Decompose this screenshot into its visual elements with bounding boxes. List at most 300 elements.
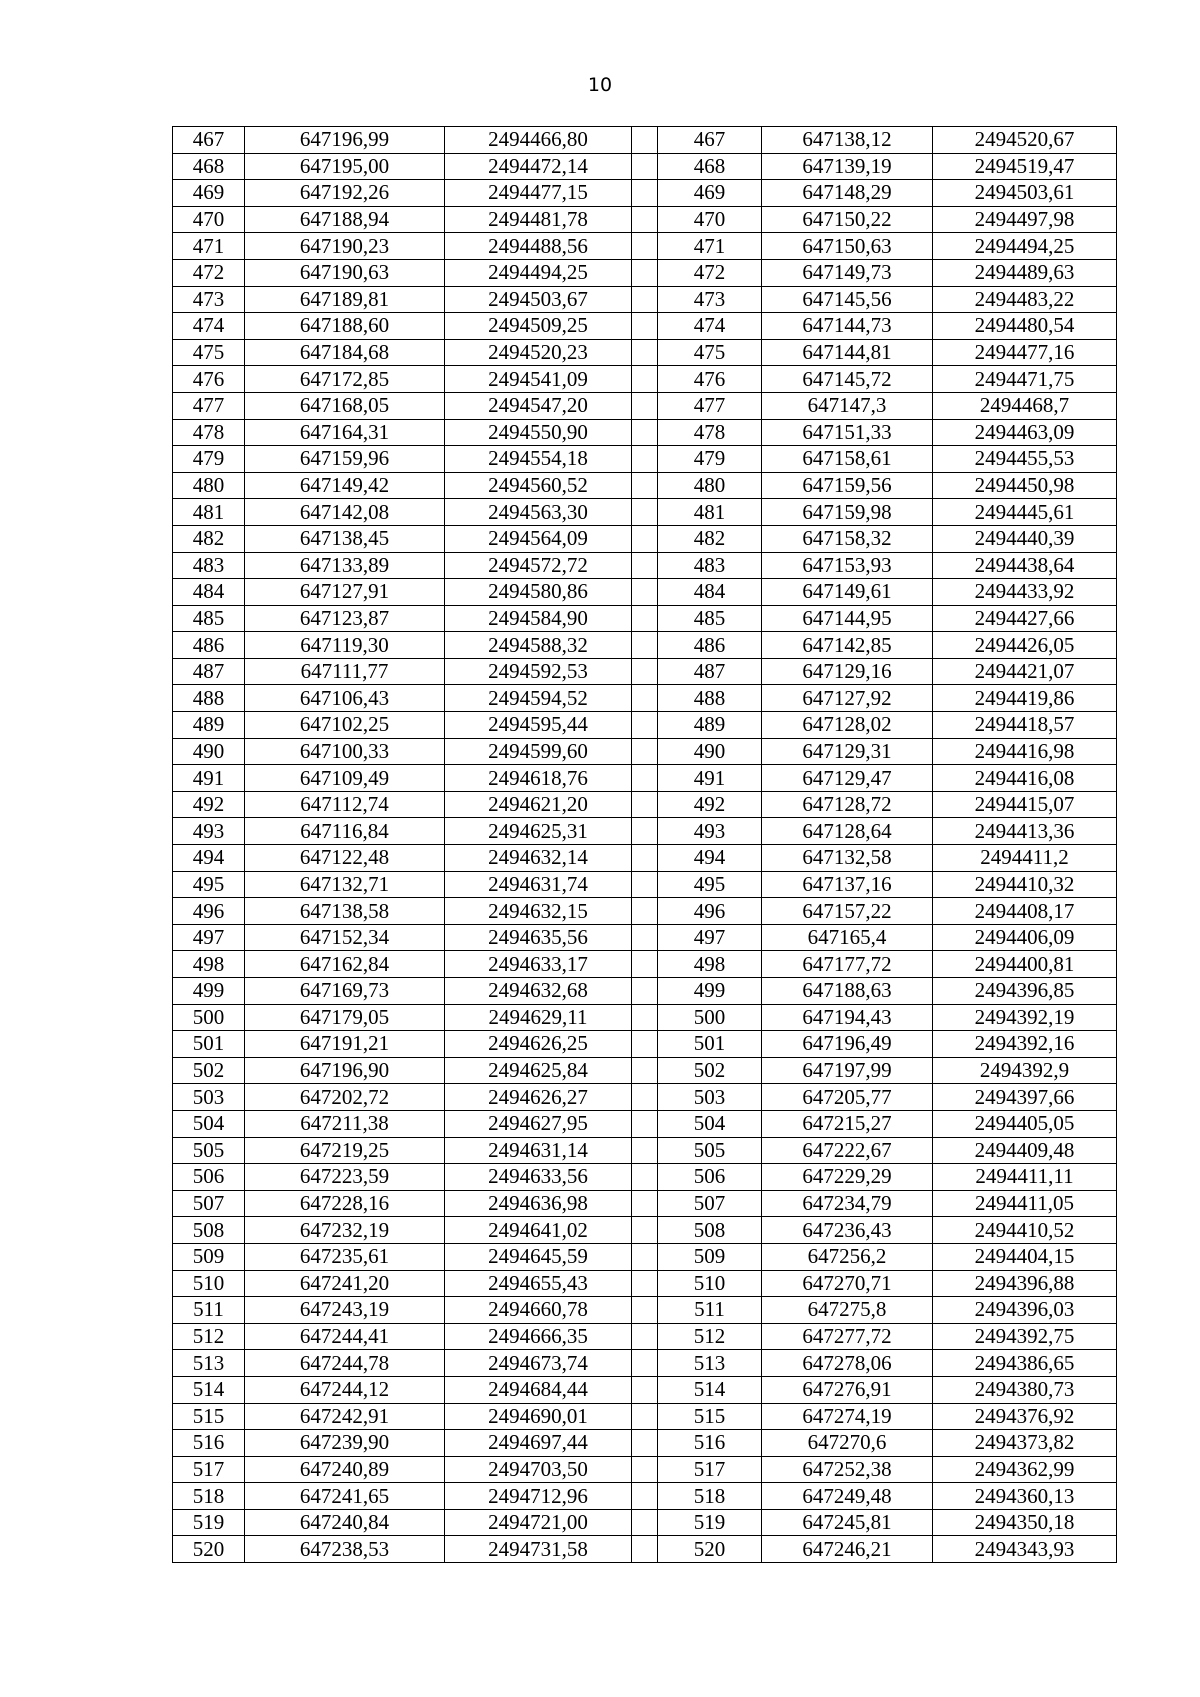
- right-point-number-cell: 513: [658, 1350, 762, 1377]
- left-point-number-cell: 489: [173, 712, 245, 739]
- right-x-coordinate-cell: 647246,21: [762, 1536, 933, 1563]
- left-y-coordinate-cell: 2494629,11: [445, 1004, 632, 1031]
- table-row: [173, 1217, 1117, 1244]
- right-y-coordinate-cell: 2494406,09: [933, 924, 1117, 951]
- left-point-number-cell: 499: [173, 978, 245, 1005]
- left-y-coordinate-cell: 2494592,53: [445, 658, 632, 685]
- left-x-coordinate-cell: 647159,96: [245, 446, 445, 473]
- right-y-coordinate-cell: 2494519,47: [933, 153, 1117, 180]
- right-x-coordinate-cell: 647145,72: [762, 366, 933, 393]
- right-x-coordinate-cell: 647144,95: [762, 605, 933, 632]
- left-y-coordinate-cell: 2494584,90: [445, 605, 632, 632]
- table-row: [173, 845, 1117, 872]
- right-y-coordinate-cell: 2494418,57: [933, 712, 1117, 739]
- right-y-coordinate-cell: 2494477,16: [933, 339, 1117, 366]
- left-x-coordinate-cell: 647106,43: [245, 685, 445, 712]
- left-point-number-cell: 469: [173, 180, 245, 207]
- table-row: [173, 951, 1117, 978]
- left-x-coordinate-cell: 647235,61: [245, 1243, 445, 1270]
- right-x-coordinate-cell: 647149,73: [762, 259, 933, 286]
- right-x-coordinate-cell: 647197,99: [762, 1057, 933, 1084]
- right-y-coordinate-cell: 2494392,16: [933, 1031, 1117, 1058]
- right-point-number-cell: 472: [658, 259, 762, 286]
- table-row: [173, 871, 1117, 898]
- left-y-coordinate-cell: 2494595,44: [445, 712, 632, 739]
- right-x-coordinate-cell: 647205,77: [762, 1084, 933, 1111]
- right-y-coordinate-cell: 2494411,2: [933, 845, 1117, 872]
- left-x-coordinate-cell: 647232,19: [245, 1217, 445, 1244]
- separator-cell: [632, 924, 658, 951]
- table-row: [173, 339, 1117, 366]
- table-row: [173, 472, 1117, 499]
- table-row: [173, 1137, 1117, 1164]
- left-x-coordinate-cell: 647119,30: [245, 632, 445, 659]
- left-y-coordinate-cell: 2494632,15: [445, 898, 632, 925]
- right-point-number-cell: 495: [658, 871, 762, 898]
- left-point-number-cell: 486: [173, 632, 245, 659]
- left-point-number-cell: 470: [173, 206, 245, 233]
- right-x-coordinate-cell: 647270,6: [762, 1430, 933, 1457]
- left-y-coordinate-cell: 2494641,02: [445, 1217, 632, 1244]
- left-point-number-cell: 511: [173, 1297, 245, 1324]
- right-y-coordinate-cell: 2494397,66: [933, 1084, 1117, 1111]
- right-y-coordinate-cell: 2494421,07: [933, 658, 1117, 685]
- table-row: [173, 791, 1117, 818]
- left-x-coordinate-cell: 647109,49: [245, 765, 445, 792]
- separator-cell: [632, 1137, 658, 1164]
- separator-cell: [632, 1430, 658, 1457]
- left-y-coordinate-cell: 2494599,60: [445, 738, 632, 765]
- right-x-coordinate-cell: 647177,72: [762, 951, 933, 978]
- left-x-coordinate-cell: 647241,20: [245, 1270, 445, 1297]
- right-y-coordinate-cell: 2494427,66: [933, 605, 1117, 632]
- right-x-coordinate-cell: 647148,29: [762, 180, 933, 207]
- left-y-coordinate-cell: 2494588,32: [445, 632, 632, 659]
- right-x-coordinate-cell: 647229,29: [762, 1164, 933, 1191]
- right-point-number-cell: 489: [658, 712, 762, 739]
- left-point-number-cell: 474: [173, 313, 245, 340]
- separator-cell: [632, 127, 658, 154]
- left-point-number-cell: 512: [173, 1323, 245, 1350]
- left-y-coordinate-cell: 2494655,43: [445, 1270, 632, 1297]
- left-y-coordinate-cell: 2494494,25: [445, 259, 632, 286]
- right-x-coordinate-cell: 647142,85: [762, 632, 933, 659]
- table-row: [173, 153, 1117, 180]
- table-row: [173, 233, 1117, 260]
- table-row: [173, 259, 1117, 286]
- separator-cell: [632, 658, 658, 685]
- left-x-coordinate-cell: 647196,99: [245, 127, 445, 154]
- left-point-number-cell: 513: [173, 1350, 245, 1377]
- right-y-coordinate-cell: 2494445,61: [933, 499, 1117, 526]
- right-point-number-cell: 488: [658, 685, 762, 712]
- left-point-number-cell: 482: [173, 525, 245, 552]
- separator-cell: [632, 233, 658, 260]
- right-y-coordinate-cell: 2494426,05: [933, 632, 1117, 659]
- separator-cell: [632, 845, 658, 872]
- left-x-coordinate-cell: 647190,23: [245, 233, 445, 260]
- right-x-coordinate-cell: 647150,63: [762, 233, 933, 260]
- left-point-number-cell: 503: [173, 1084, 245, 1111]
- table-row: [173, 712, 1117, 739]
- left-x-coordinate-cell: 647190,63: [245, 259, 445, 286]
- right-y-coordinate-cell: 2494503,61: [933, 180, 1117, 207]
- left-y-coordinate-cell: 2494673,74: [445, 1350, 632, 1377]
- left-point-number-cell: 519: [173, 1509, 245, 1536]
- right-point-number-cell: 501: [658, 1031, 762, 1058]
- left-point-number-cell: 497: [173, 924, 245, 951]
- table-row: [173, 525, 1117, 552]
- right-x-coordinate-cell: 647150,22: [762, 206, 933, 233]
- right-point-number-cell: 474: [658, 313, 762, 340]
- right-point-number-cell: 515: [658, 1403, 762, 1430]
- left-x-coordinate-cell: 647127,91: [245, 579, 445, 606]
- table-row: [173, 313, 1117, 340]
- right-point-number-cell: 475: [658, 339, 762, 366]
- separator-cell: [632, 1057, 658, 1084]
- left-y-coordinate-cell: 2494477,15: [445, 180, 632, 207]
- right-y-coordinate-cell: 2494497,98: [933, 206, 1117, 233]
- left-y-coordinate-cell: 2494690,01: [445, 1403, 632, 1430]
- separator-cell: [632, 366, 658, 393]
- right-y-coordinate-cell: 2494438,64: [933, 552, 1117, 579]
- right-x-coordinate-cell: 647128,64: [762, 818, 933, 845]
- left-x-coordinate-cell: 647100,33: [245, 738, 445, 765]
- left-point-number-cell: 483: [173, 552, 245, 579]
- right-y-coordinate-cell: 2494416,98: [933, 738, 1117, 765]
- left-y-coordinate-cell: 2494721,00: [445, 1509, 632, 1536]
- separator-cell: [632, 206, 658, 233]
- left-point-number-cell: 476: [173, 366, 245, 393]
- right-point-number-cell: 508: [658, 1217, 762, 1244]
- left-point-number-cell: 484: [173, 579, 245, 606]
- left-y-coordinate-cell: 2494580,86: [445, 579, 632, 606]
- page-number: 10: [587, 74, 613, 96]
- right-x-coordinate-cell: 647153,93: [762, 552, 933, 579]
- table-row: [173, 1456, 1117, 1483]
- left-y-coordinate-cell: 2494550,90: [445, 419, 632, 446]
- left-x-coordinate-cell: 647164,31: [245, 419, 445, 446]
- left-point-number-cell: 520: [173, 1536, 245, 1563]
- right-y-coordinate-cell: 2494392,75: [933, 1323, 1117, 1350]
- right-y-coordinate-cell: 2494396,03: [933, 1297, 1117, 1324]
- left-y-coordinate-cell: 2494509,25: [445, 313, 632, 340]
- left-point-number-cell: 472: [173, 259, 245, 286]
- separator-cell: [632, 1031, 658, 1058]
- left-x-coordinate-cell: 647179,05: [245, 1004, 445, 1031]
- left-point-number-cell: 515: [173, 1403, 245, 1430]
- right-point-number-cell: 471: [658, 233, 762, 260]
- left-x-coordinate-cell: 647244,41: [245, 1323, 445, 1350]
- left-point-number-cell: 487: [173, 658, 245, 685]
- left-x-coordinate-cell: 647189,81: [245, 286, 445, 313]
- left-y-coordinate-cell: 2494631,14: [445, 1137, 632, 1164]
- right-point-number-cell: 511: [658, 1297, 762, 1324]
- right-point-number-cell: 494: [658, 845, 762, 872]
- left-x-coordinate-cell: 647168,05: [245, 392, 445, 419]
- separator-cell: [632, 552, 658, 579]
- left-x-coordinate-cell: 647238,53: [245, 1536, 445, 1563]
- left-x-coordinate-cell: 647241,65: [245, 1483, 445, 1510]
- right-y-coordinate-cell: 2494415,07: [933, 791, 1117, 818]
- right-point-number-cell: 492: [658, 791, 762, 818]
- table-row: [173, 1057, 1117, 1084]
- right-x-coordinate-cell: 647145,56: [762, 286, 933, 313]
- left-point-number-cell: 495: [173, 871, 245, 898]
- left-point-number-cell: 507: [173, 1190, 245, 1217]
- table-row: [173, 366, 1117, 393]
- right-point-number-cell: 487: [658, 658, 762, 685]
- right-y-coordinate-cell: 2494392,9: [933, 1057, 1117, 1084]
- left-y-coordinate-cell: 2494472,14: [445, 153, 632, 180]
- right-x-coordinate-cell: 647159,98: [762, 499, 933, 526]
- table-row: [173, 127, 1117, 154]
- separator-cell: [632, 392, 658, 419]
- right-point-number-cell: 516: [658, 1430, 762, 1457]
- right-point-number-cell: 509: [658, 1243, 762, 1270]
- separator-cell: [632, 1110, 658, 1137]
- right-x-coordinate-cell: 647252,38: [762, 1456, 933, 1483]
- left-x-coordinate-cell: 647196,90: [245, 1057, 445, 1084]
- left-point-number-cell: 471: [173, 233, 245, 260]
- left-point-number-cell: 508: [173, 1217, 245, 1244]
- left-point-number-cell: 475: [173, 339, 245, 366]
- left-y-coordinate-cell: 2494594,52: [445, 685, 632, 712]
- left-y-coordinate-cell: 2494488,56: [445, 233, 632, 260]
- left-x-coordinate-cell: 647116,84: [245, 818, 445, 845]
- right-y-coordinate-cell: 2494494,25: [933, 233, 1117, 260]
- left-point-number-cell: 491: [173, 765, 245, 792]
- right-y-coordinate-cell: 2494413,36: [933, 818, 1117, 845]
- right-point-number-cell: 498: [658, 951, 762, 978]
- separator-cell: [632, 419, 658, 446]
- separator-cell: [632, 472, 658, 499]
- right-y-coordinate-cell: 2494405,05: [933, 1110, 1117, 1137]
- right-x-coordinate-cell: 647215,27: [762, 1110, 933, 1137]
- right-point-number-cell: 486: [658, 632, 762, 659]
- table-row: [173, 1031, 1117, 1058]
- left-y-coordinate-cell: 2494660,78: [445, 1297, 632, 1324]
- left-point-number-cell: 516: [173, 1430, 245, 1457]
- right-point-number-cell: 493: [658, 818, 762, 845]
- left-point-number-cell: 509: [173, 1243, 245, 1270]
- separator-cell: [632, 871, 658, 898]
- right-x-coordinate-cell: 647277,72: [762, 1323, 933, 1350]
- table-row: [173, 818, 1117, 845]
- separator-cell: [632, 1084, 658, 1111]
- table-row: [173, 499, 1117, 526]
- separator-cell: [632, 685, 658, 712]
- table-row: [173, 1110, 1117, 1137]
- right-y-coordinate-cell: 2494380,73: [933, 1376, 1117, 1403]
- right-x-coordinate-cell: 647144,81: [762, 339, 933, 366]
- right-x-coordinate-cell: 647234,79: [762, 1190, 933, 1217]
- left-y-coordinate-cell: 2494554,18: [445, 446, 632, 473]
- right-x-coordinate-cell: 647194,43: [762, 1004, 933, 1031]
- right-y-coordinate-cell: 2494455,53: [933, 446, 1117, 473]
- separator-cell: [632, 153, 658, 180]
- left-point-number-cell: 514: [173, 1376, 245, 1403]
- right-x-coordinate-cell: 647144,73: [762, 313, 933, 340]
- left-y-coordinate-cell: 2494627,95: [445, 1110, 632, 1137]
- left-y-coordinate-cell: 2494697,44: [445, 1430, 632, 1457]
- table-row: [173, 765, 1117, 792]
- table-row: [173, 685, 1117, 712]
- separator-cell: [632, 579, 658, 606]
- left-point-number-cell: 510: [173, 1270, 245, 1297]
- table-row: [173, 180, 1117, 207]
- separator-cell: [632, 898, 658, 925]
- separator-cell: [632, 499, 658, 526]
- right-y-coordinate-cell: 2494410,32: [933, 871, 1117, 898]
- left-y-coordinate-cell: 2494684,44: [445, 1376, 632, 1403]
- right-x-coordinate-cell: 647222,67: [762, 1137, 933, 1164]
- right-y-coordinate-cell: 2494483,22: [933, 286, 1117, 313]
- table-row: [173, 1376, 1117, 1403]
- right-y-coordinate-cell: 2494396,85: [933, 978, 1117, 1005]
- right-x-coordinate-cell: 647256,2: [762, 1243, 933, 1270]
- right-point-number-cell: 467: [658, 127, 762, 154]
- left-x-coordinate-cell: 647102,25: [245, 712, 445, 739]
- right-point-number-cell: 491: [658, 765, 762, 792]
- right-y-coordinate-cell: 2494419,86: [933, 685, 1117, 712]
- right-point-number-cell: 482: [658, 525, 762, 552]
- left-y-coordinate-cell: 2494633,56: [445, 1164, 632, 1191]
- right-x-coordinate-cell: 647245,81: [762, 1509, 933, 1536]
- table-row: [173, 446, 1117, 473]
- left-point-number-cell: 478: [173, 419, 245, 446]
- right-point-number-cell: 512: [658, 1323, 762, 1350]
- left-x-coordinate-cell: 647195,00: [245, 153, 445, 180]
- left-y-coordinate-cell: 2494572,72: [445, 552, 632, 579]
- left-x-coordinate-cell: 647152,34: [245, 924, 445, 951]
- table-row: [173, 1483, 1117, 1510]
- left-x-coordinate-cell: 647142,08: [245, 499, 445, 526]
- right-point-number-cell: 478: [658, 419, 762, 446]
- right-point-number-cell: 518: [658, 1483, 762, 1510]
- table-row: [173, 286, 1117, 313]
- left-x-coordinate-cell: 647132,71: [245, 871, 445, 898]
- right-x-coordinate-cell: 647132,58: [762, 845, 933, 872]
- right-x-coordinate-cell: 647129,31: [762, 738, 933, 765]
- separator-cell: [632, 1217, 658, 1244]
- right-y-coordinate-cell: 2494400,81: [933, 951, 1117, 978]
- left-x-coordinate-cell: 647243,19: [245, 1297, 445, 1324]
- left-y-coordinate-cell: 2494481,78: [445, 206, 632, 233]
- left-x-coordinate-cell: 647188,94: [245, 206, 445, 233]
- left-x-coordinate-cell: 647112,74: [245, 791, 445, 818]
- left-x-coordinate-cell: 647192,26: [245, 180, 445, 207]
- right-y-coordinate-cell: 2494410,52: [933, 1217, 1117, 1244]
- separator-cell: [632, 259, 658, 286]
- left-x-coordinate-cell: 647219,25: [245, 1137, 445, 1164]
- right-x-coordinate-cell: 647128,72: [762, 791, 933, 818]
- right-x-coordinate-cell: 647165,4: [762, 924, 933, 951]
- table-row: [173, 632, 1117, 659]
- right-point-number-cell: 468: [658, 153, 762, 180]
- right-y-coordinate-cell: 2494362,99: [933, 1456, 1117, 1483]
- right-point-number-cell: 505: [658, 1137, 762, 1164]
- right-x-coordinate-cell: 647158,61: [762, 446, 933, 473]
- right-x-coordinate-cell: 647138,12: [762, 127, 933, 154]
- table-row: [173, 658, 1117, 685]
- right-y-coordinate-cell: 2494386,65: [933, 1350, 1117, 1377]
- right-point-number-cell: 477: [658, 392, 762, 419]
- left-x-coordinate-cell: 647244,78: [245, 1350, 445, 1377]
- right-point-number-cell: 503: [658, 1084, 762, 1111]
- left-y-coordinate-cell: 2494636,98: [445, 1190, 632, 1217]
- left-point-number-cell: 488: [173, 685, 245, 712]
- right-x-coordinate-cell: 647278,06: [762, 1350, 933, 1377]
- right-y-coordinate-cell: 2494433,92: [933, 579, 1117, 606]
- separator-cell: [632, 765, 658, 792]
- right-point-number-cell: 502: [658, 1057, 762, 1084]
- table-row: [173, 1430, 1117, 1457]
- right-x-coordinate-cell: 647147,3: [762, 392, 933, 419]
- left-point-number-cell: 493: [173, 818, 245, 845]
- left-y-coordinate-cell: 2494703,50: [445, 1456, 632, 1483]
- separator-cell: [632, 738, 658, 765]
- left-point-number-cell: 518: [173, 1483, 245, 1510]
- left-x-coordinate-cell: 647138,58: [245, 898, 445, 925]
- right-point-number-cell: 473: [658, 286, 762, 313]
- right-x-coordinate-cell: 647276,91: [762, 1376, 933, 1403]
- left-point-number-cell: 501: [173, 1031, 245, 1058]
- separator-cell: [632, 525, 658, 552]
- right-y-coordinate-cell: 2494409,48: [933, 1137, 1117, 1164]
- table-row: [173, 1164, 1117, 1191]
- right-y-coordinate-cell: 2494489,63: [933, 259, 1117, 286]
- right-point-number-cell: 479: [658, 446, 762, 473]
- table-row: [173, 552, 1117, 579]
- table-row: [173, 1270, 1117, 1297]
- right-y-coordinate-cell: 2494468,7: [933, 392, 1117, 419]
- table-row: [173, 1536, 1117, 1563]
- left-y-coordinate-cell: 2494564,09: [445, 525, 632, 552]
- separator-cell: [632, 1297, 658, 1324]
- right-point-number-cell: 519: [658, 1509, 762, 1536]
- left-x-coordinate-cell: 647133,89: [245, 552, 445, 579]
- left-y-coordinate-cell: 2494631,74: [445, 871, 632, 898]
- left-y-coordinate-cell: 2494632,68: [445, 978, 632, 1005]
- left-x-coordinate-cell: 647184,68: [245, 339, 445, 366]
- right-y-coordinate-cell: 2494408,17: [933, 898, 1117, 925]
- right-x-coordinate-cell: 647128,02: [762, 712, 933, 739]
- left-point-number-cell: 496: [173, 898, 245, 925]
- right-point-number-cell: 517: [658, 1456, 762, 1483]
- left-x-coordinate-cell: 647123,87: [245, 605, 445, 632]
- left-point-number-cell: 480: [173, 472, 245, 499]
- separator-cell: [632, 286, 658, 313]
- right-x-coordinate-cell: 647129,16: [762, 658, 933, 685]
- separator-cell: [632, 313, 658, 340]
- right-y-coordinate-cell: 2494440,39: [933, 525, 1117, 552]
- table-row: [173, 392, 1117, 419]
- left-point-number-cell: 494: [173, 845, 245, 872]
- left-x-coordinate-cell: 647242,91: [245, 1403, 445, 1430]
- left-y-coordinate-cell: 2494563,30: [445, 499, 632, 526]
- table-row: [173, 1350, 1117, 1377]
- right-point-number-cell: 499: [658, 978, 762, 1005]
- left-x-coordinate-cell: 647149,42: [245, 472, 445, 499]
- separator-cell: [632, 632, 658, 659]
- left-point-number-cell: 467: [173, 127, 245, 154]
- right-x-coordinate-cell: 647274,19: [762, 1403, 933, 1430]
- right-x-coordinate-cell: 647149,61: [762, 579, 933, 606]
- right-y-coordinate-cell: 2494360,13: [933, 1483, 1117, 1510]
- separator-cell: [632, 1350, 658, 1377]
- left-point-number-cell: 500: [173, 1004, 245, 1031]
